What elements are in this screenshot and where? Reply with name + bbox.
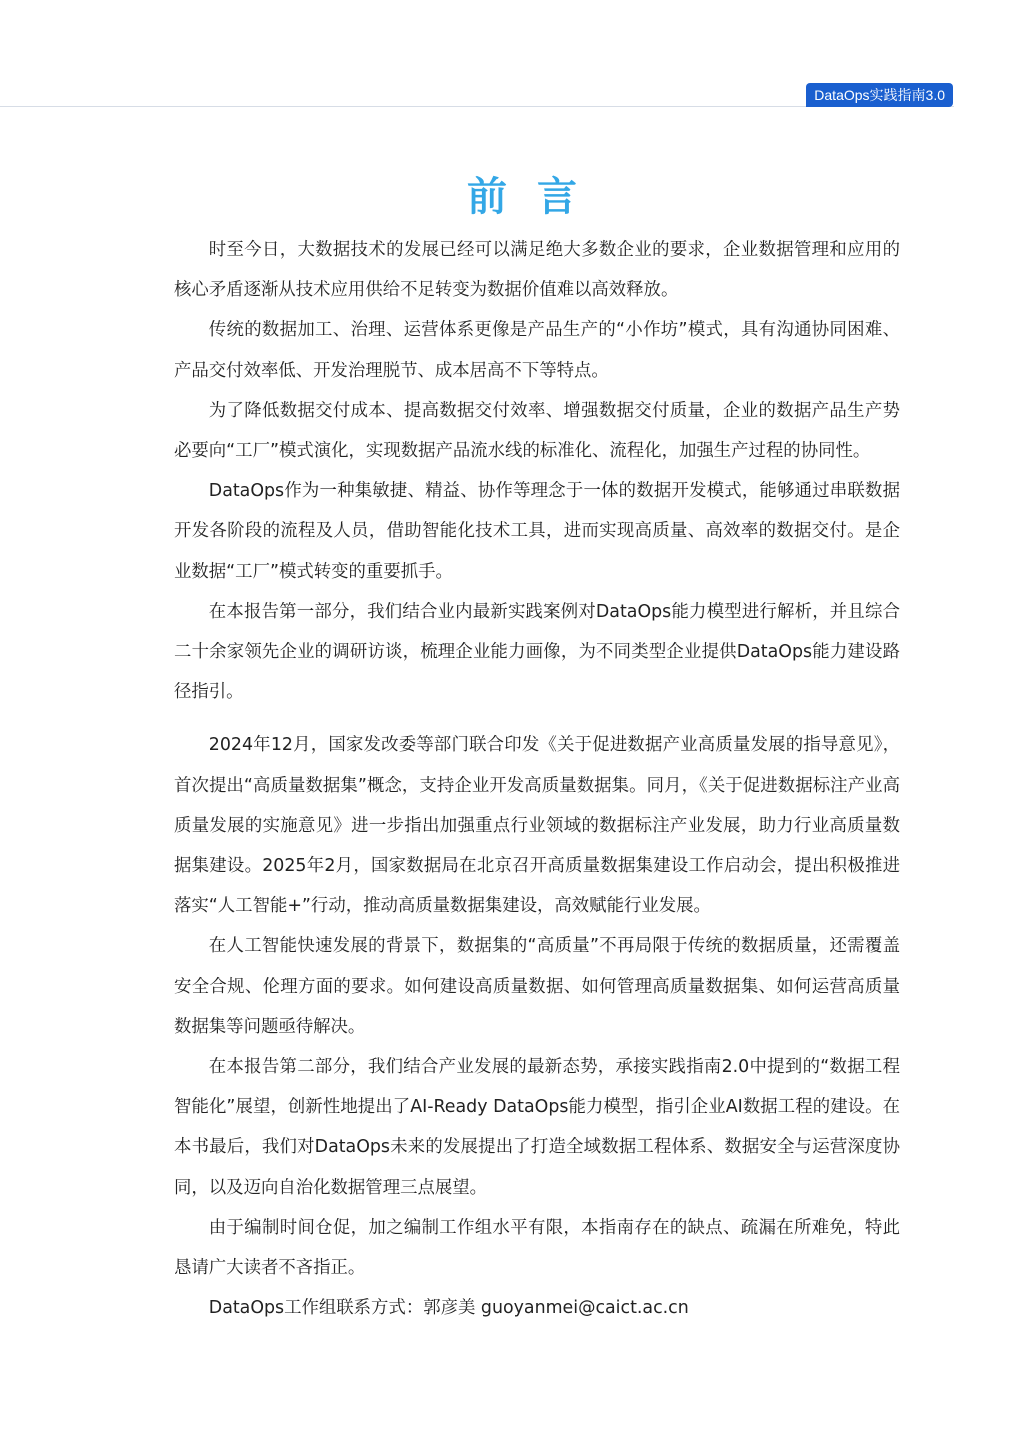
paragraph: 在人工智能快速发展的背景下，数据集的“高质量”不再局限于传统的数据质量，还需覆盖安全合规、伦理方面的要求。如何建设高质量数据、如何管理高质量数据集、如何运营高质量数据集等问题亟待解决。 <box>174 936 900 1037</box>
paragraph: 在本报告第一部分，我们结合业内最新实践案例对DataOps能力模型进行解析，并且综合二十余家领先企业的调研访谈，梳理企业能力画像，为不同类型企业提供DataOps能力建设路径指引。 <box>174 601 900 703</box>
preface-body <box>174 230 900 1328</box>
section-gap <box>174 712 900 725</box>
header-book-tag: DataOps实践指南3.0 <box>806 83 953 107</box>
paragraph: 2024年12月，国家发改委等部门联合印发《关于促进数据产业高质量发展的指导意见》，首次提出“高质量数据集”概念，支持企业开发高质量数据集。同月，《关于促进数据标注产业高质量发展的实施意见》进一步指出加强重点行业领域的数据标注产业发展，助力行业高质量数据集建设。2025年2月，国家数据局在北京召开高质量数据集建设工作启动会，提出积极推进落实“人工智能+”行动，推动高质量数据集建设，高效赋能行业发展。 <box>174 735 900 917</box>
paragraph: DataOps作为一种集敏捷、精益、协作等理念于一体的数据开发模式，能够通过串联数据开发各阶段的流程及人员，借助智能化技术工具，进而实现高质量、高效率的数据交付。是企业数据“工厂”模式转变的重要抓手。 <box>174 481 900 582</box>
paragraph: 为了降低数据交付成本、提高数据交付效率、增强数据交付质量，企业的数据产品生产势必要向“工厂”模式演化，实现数据产品流水线的标准化、流程化，加强生产过程的协同性。 <box>174 400 900 462</box>
page-title: 前言 <box>467 173 607 220</box>
paragraph: 在本报告第二部分，我们结合产业发展的最新态势，承接实践指南2.0中提到的“数据工程智能化”展望，创新性地提出了AI-Ready DataOps能力模型，指引企业AI数据工程的建设。在本书最后，我们对DataOps未来的发展提出了打造全域数据工程体系、数据安全与运营深度协同，以及迈向自治化数据管理三点展望。 <box>174 1057 900 1198</box>
paragraph: 传统的数据加工、治理、运营体系更像是产品生产的“小作坊”模式，具有沟通协同困难、产品交付效率低、开发治理脱节、成本居高不下等特点。 <box>174 320 900 381</box>
contact-line: DataOps工作组联系方式：郭彦美 guoyanmei@caict.ac.cn <box>208 1298 689 1319</box>
paragraph: 时至今日，大数据技术的发展已经可以满足绝大多数企业的要求，企业数据管理和应用的核心矛盾逐渐从技术应用供给不足转变为数据价值难以高效释放。 <box>174 240 900 301</box>
paragraph: 由于编制时间仓促，加之编制工作组水平有限，本指南存在的缺点、疏漏在所难免，特此恳请广大读者不吝指正。 <box>174 1217 900 1279</box>
